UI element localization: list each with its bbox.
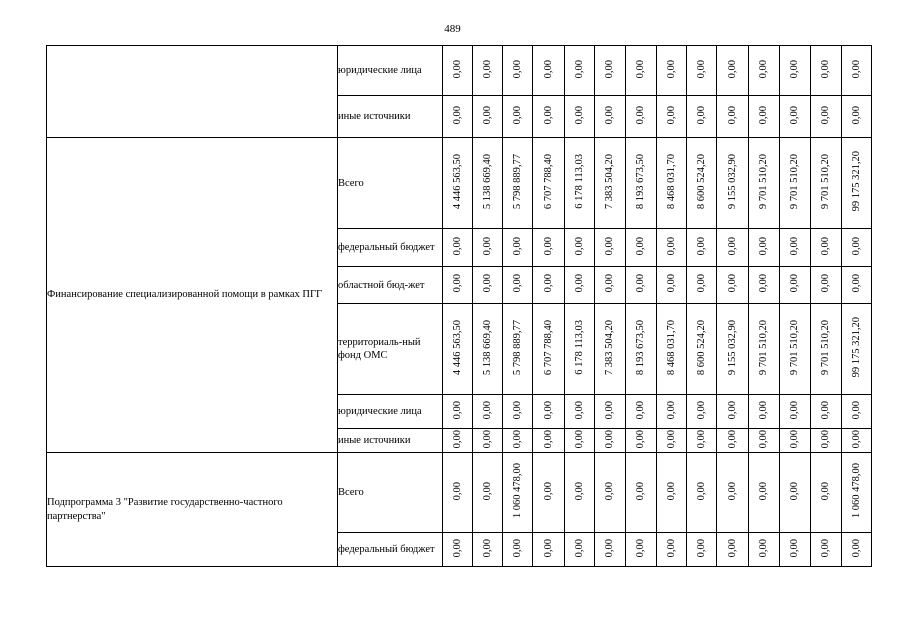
funding-source: юридические лица <box>338 46 443 96</box>
value-text: 0,00 <box>604 429 615 449</box>
value-text: 0,00 <box>573 105 585 125</box>
value-cell <box>503 96 533 138</box>
value-text: 9 701 510,20 <box>820 319 831 376</box>
value-cell <box>842 138 872 229</box>
value-text: 0,00 <box>850 400 862 420</box>
funding-source: юридические лица <box>338 395 443 429</box>
funding-source: Всего <box>338 453 443 533</box>
value-text: 0,00 <box>511 538 523 558</box>
value-cell <box>657 96 687 138</box>
value-text: 0,00 <box>695 105 707 125</box>
value-text: 0,00 <box>451 274 463 293</box>
value-cell <box>717 304 749 395</box>
value-cell <box>749 46 780 96</box>
value-cell <box>842 96 872 138</box>
value-text: 0,00 <box>665 481 677 501</box>
value-text: 0,00 <box>481 105 493 125</box>
value-cell <box>749 395 780 429</box>
value-text: 0,00 <box>665 236 677 256</box>
value-text: 0,00 <box>850 105 862 125</box>
value-text: 0,00 <box>542 400 554 420</box>
value-text: 0,00 <box>758 59 769 79</box>
value-text: 9 701 510,20 <box>758 319 769 376</box>
value-text: 0,00 <box>542 274 554 293</box>
value-cell <box>717 46 749 96</box>
value-cell <box>749 304 780 395</box>
value-text: 0,00 <box>820 59 831 79</box>
value-cell <box>533 267 565 304</box>
value-text: 0,00 <box>789 481 800 501</box>
value-text: 0,00 <box>726 59 738 79</box>
value-cell <box>657 429 687 453</box>
value-cell <box>811 533 842 567</box>
value-cell <box>657 304 687 395</box>
value-text: 6 707 788,40 <box>542 153 554 210</box>
value-text: 0,00 <box>481 400 493 420</box>
value-cell <box>842 46 872 96</box>
value-cell <box>626 138 657 229</box>
value-text: 0,00 <box>542 59 554 79</box>
value-text: 0,00 <box>820 105 831 125</box>
value-text: 0,00 <box>451 429 463 449</box>
value-text: 0,00 <box>850 538 862 558</box>
value-cell <box>811 96 842 138</box>
value-cell <box>811 395 842 429</box>
value-cell <box>533 46 565 96</box>
value-text: 0,00 <box>789 274 800 293</box>
value-text: 5 798 889,77 <box>511 153 523 210</box>
value-cell <box>717 453 749 533</box>
value-text: 0,00 <box>665 274 677 293</box>
value-text: 0,00 <box>726 429 738 449</box>
value-cell <box>780 138 811 229</box>
value-text: 0,00 <box>789 429 800 449</box>
value-text: 8 193 673,50 <box>635 319 646 376</box>
value-cell <box>842 453 872 533</box>
value-cell <box>595 304 626 395</box>
value-cell <box>626 46 657 96</box>
value-cell <box>626 229 657 267</box>
value-cell <box>626 533 657 567</box>
funding-source: иные источники <box>338 96 443 138</box>
value-cell <box>565 453 595 533</box>
table-row <box>47 46 872 96</box>
value-cell <box>595 229 626 267</box>
value-cell <box>626 453 657 533</box>
value-text: 0,00 <box>789 400 800 420</box>
value-cell <box>717 533 749 567</box>
value-text: 0,00 <box>604 105 615 125</box>
value-text: 4 446 563,50 <box>451 153 463 210</box>
value-text: 1 060 478,00 <box>850 463 862 519</box>
value-cell <box>811 267 842 304</box>
funding-source: федеральный бюджет <box>338 533 443 567</box>
value-text: 0,00 <box>665 429 677 449</box>
value-text: 0,00 <box>542 538 554 558</box>
value-cell <box>811 429 842 453</box>
value-text: 0,00 <box>820 429 831 449</box>
value-cell <box>749 429 780 453</box>
value-cell <box>595 453 626 533</box>
value-text: 0,00 <box>635 59 646 79</box>
value-cell <box>749 138 780 229</box>
value-text: 0,00 <box>726 538 738 558</box>
value-cell <box>565 229 595 267</box>
value-cell <box>749 267 780 304</box>
value-cell <box>533 229 565 267</box>
value-text: 0,00 <box>604 274 615 293</box>
value-cell <box>533 304 565 395</box>
value-text: 0,00 <box>511 236 523 256</box>
value-cell <box>780 533 811 567</box>
value-text: 9 155 032,90 <box>726 153 738 210</box>
value-cell <box>595 429 626 453</box>
value-text: 0,00 <box>850 236 862 256</box>
value-text: 0,00 <box>635 481 646 501</box>
value-cell <box>780 453 811 533</box>
value-cell <box>687 533 717 567</box>
value-text: 0,00 <box>635 105 646 125</box>
value-cell <box>657 533 687 567</box>
value-cell <box>626 267 657 304</box>
value-text: 0,00 <box>695 59 707 79</box>
value-text: 0,00 <box>758 538 769 558</box>
value-text: 4 446 563,50 <box>451 319 463 376</box>
value-cell <box>657 453 687 533</box>
value-text: 0,00 <box>726 236 738 256</box>
value-text: 0,00 <box>758 236 769 256</box>
value-cell <box>687 138 717 229</box>
value-text: 0,00 <box>820 481 831 501</box>
value-cell <box>780 395 811 429</box>
value-text: 0,00 <box>635 274 646 293</box>
funding-source: федеральный бюджет <box>338 229 443 267</box>
value-cell <box>473 138 503 229</box>
value-cell <box>503 453 533 533</box>
value-cell <box>842 395 872 429</box>
value-text: 0,00 <box>758 481 769 501</box>
value-cell <box>687 395 717 429</box>
value-cell <box>443 46 473 96</box>
funding-source: иные источники <box>338 429 443 453</box>
value-text: 0,00 <box>451 400 463 420</box>
value-cell <box>473 229 503 267</box>
value-text: 1 060 478,00 <box>511 463 523 519</box>
value-text: 0,00 <box>604 59 615 79</box>
value-cell <box>811 229 842 267</box>
value-cell <box>533 395 565 429</box>
value-text: 9 701 510,20 <box>820 153 831 210</box>
value-cell <box>565 138 595 229</box>
value-text: 8 600 524,20 <box>695 153 707 210</box>
value-cell <box>443 453 473 533</box>
program-name: Подпрограмма 3 "Развитие государственно-частного партнерства" <box>47 453 338 567</box>
value-text: 8 468 031,70 <box>665 319 677 376</box>
value-text: 0,00 <box>665 59 677 79</box>
value-cell <box>749 96 780 138</box>
value-text: 9 701 510,20 <box>758 153 769 210</box>
value-text: 0,00 <box>665 400 677 420</box>
value-text: 0,00 <box>789 105 800 125</box>
value-text: 0,00 <box>604 236 615 256</box>
value-text: 0,00 <box>695 429 707 449</box>
value-cell <box>687 267 717 304</box>
value-cell <box>811 138 842 229</box>
value-cell <box>811 453 842 533</box>
value-text: 0,00 <box>481 236 493 256</box>
value-cell <box>565 96 595 138</box>
value-cell <box>473 96 503 138</box>
value-text: 0,00 <box>481 274 493 293</box>
value-text: 0,00 <box>451 59 463 79</box>
value-cell <box>595 533 626 567</box>
value-cell <box>780 46 811 96</box>
value-text: 99 175 321,20 <box>850 151 862 212</box>
value-cell <box>595 395 626 429</box>
value-cell <box>503 304 533 395</box>
value-text: 0,00 <box>695 236 707 256</box>
value-cell <box>443 429 473 453</box>
value-cell <box>717 429 749 453</box>
value-cell <box>717 267 749 304</box>
value-cell <box>811 46 842 96</box>
value-cell <box>657 46 687 96</box>
value-cell <box>842 429 872 453</box>
value-text: 0,00 <box>481 481 493 501</box>
value-cell <box>595 138 626 229</box>
value-cell <box>626 304 657 395</box>
value-cell <box>749 453 780 533</box>
value-text: 0,00 <box>573 274 585 293</box>
value-text: 0,00 <box>758 105 769 125</box>
value-text: 7 383 504,20 <box>604 153 615 210</box>
value-cell <box>780 229 811 267</box>
value-text: 0,00 <box>542 429 554 449</box>
value-cell <box>595 46 626 96</box>
value-cell <box>842 533 872 567</box>
value-text: 99 175 321,20 <box>850 317 862 378</box>
value-cell <box>443 304 473 395</box>
value-text: 0,00 <box>850 59 862 79</box>
value-cell <box>473 533 503 567</box>
value-text: 0,00 <box>573 429 585 449</box>
value-cell <box>473 429 503 453</box>
value-cell <box>443 96 473 138</box>
table-row <box>47 453 872 533</box>
value-cell <box>473 395 503 429</box>
value-text: 7 383 504,20 <box>604 319 615 376</box>
value-text: 0,00 <box>635 429 646 449</box>
value-cell <box>842 229 872 267</box>
value-cell <box>626 395 657 429</box>
value-text: 0,00 <box>635 236 646 256</box>
value-cell <box>565 46 595 96</box>
value-cell <box>503 46 533 96</box>
value-cell <box>595 267 626 304</box>
value-text: 0,00 <box>481 429 493 449</box>
value-cell <box>503 267 533 304</box>
value-cell <box>443 267 473 304</box>
value-cell <box>443 395 473 429</box>
value-text: 0,00 <box>604 538 615 558</box>
value-text: 0,00 <box>726 481 738 501</box>
value-cell <box>749 229 780 267</box>
value-cell <box>533 96 565 138</box>
funding-source: областной бюд-жет <box>338 267 443 304</box>
value-text: 0,00 <box>726 105 738 125</box>
value-text: 0,00 <box>665 538 677 558</box>
value-text: 0,00 <box>573 400 585 420</box>
program-name <box>47 46 338 138</box>
value-cell <box>780 429 811 453</box>
value-cell <box>687 229 717 267</box>
value-text: 0,00 <box>451 481 463 501</box>
funding-source: Всего <box>338 138 443 229</box>
value-text: 9 701 510,20 <box>789 319 800 376</box>
value-cell <box>473 453 503 533</box>
value-text: 6 178 113,03 <box>573 320 585 375</box>
value-text: 0,00 <box>695 481 707 501</box>
value-text: 0,00 <box>758 400 769 420</box>
value-text: 0,00 <box>850 429 862 449</box>
value-text: 0,00 <box>635 400 646 420</box>
value-cell <box>533 429 565 453</box>
value-text: 0,00 <box>820 236 831 256</box>
value-cell <box>533 138 565 229</box>
value-text: 6 707 788,40 <box>542 319 554 376</box>
value-cell <box>503 229 533 267</box>
value-cell <box>780 267 811 304</box>
budget-table <box>46 45 872 567</box>
value-text: 0,00 <box>511 274 523 293</box>
value-text: 0,00 <box>758 274 769 293</box>
value-text: 0,00 <box>481 59 493 79</box>
value-text: 0,00 <box>604 481 615 501</box>
value-cell <box>687 46 717 96</box>
value-text: 0,00 <box>511 429 523 449</box>
value-text: 0,00 <box>726 400 738 420</box>
value-text: 0,00 <box>695 274 707 293</box>
value-text: 0,00 <box>573 59 585 79</box>
value-text: 9 155 032,90 <box>726 319 738 376</box>
value-text: 0,00 <box>726 274 738 293</box>
value-cell <box>687 429 717 453</box>
value-cell <box>842 267 872 304</box>
value-text: 0,00 <box>511 400 523 420</box>
value-text: 0,00 <box>451 236 463 256</box>
value-cell <box>533 453 565 533</box>
value-text: 8 600 524,20 <box>695 319 707 376</box>
value-text: 5 138 669,40 <box>481 153 493 210</box>
value-cell <box>565 533 595 567</box>
value-cell <box>657 395 687 429</box>
value-cell <box>565 395 595 429</box>
value-text: 0,00 <box>850 274 862 293</box>
value-cell <box>626 96 657 138</box>
value-cell <box>473 267 503 304</box>
value-text: 9 701 510,20 <box>789 153 800 210</box>
value-cell <box>443 533 473 567</box>
value-cell <box>749 533 780 567</box>
value-text: 0,00 <box>542 236 554 256</box>
value-cell <box>780 96 811 138</box>
page-number: 489 <box>444 23 461 35</box>
value-cell <box>595 96 626 138</box>
value-cell <box>565 429 595 453</box>
value-cell <box>443 138 473 229</box>
value-text: 0,00 <box>481 538 493 558</box>
value-cell <box>626 429 657 453</box>
value-text: 0,00 <box>573 538 585 558</box>
value-text: 0,00 <box>820 274 831 293</box>
value-text: 0,00 <box>604 400 615 420</box>
value-cell <box>565 267 595 304</box>
value-cell <box>717 138 749 229</box>
value-cell <box>657 267 687 304</box>
table-row <box>47 138 872 229</box>
value-cell <box>565 304 595 395</box>
value-text: 0,00 <box>665 105 677 125</box>
value-text: 8 193 673,50 <box>635 153 646 210</box>
value-cell <box>503 533 533 567</box>
value-cell <box>780 304 811 395</box>
value-text: 6 178 113,03 <box>573 154 585 209</box>
value-text: 0,00 <box>695 400 707 420</box>
value-cell <box>717 96 749 138</box>
value-text: 0,00 <box>451 538 463 558</box>
value-cell <box>687 453 717 533</box>
value-cell <box>687 304 717 395</box>
value-text: 0,00 <box>789 538 800 558</box>
value-cell <box>503 138 533 229</box>
value-text: 5 138 669,40 <box>481 319 493 376</box>
value-text: 0,00 <box>758 429 769 449</box>
value-cell <box>657 229 687 267</box>
value-cell <box>503 429 533 453</box>
value-text: 5 798 889,77 <box>511 319 523 376</box>
value-cell <box>811 304 842 395</box>
value-cell <box>533 533 565 567</box>
value-text: 0,00 <box>573 236 585 256</box>
value-cell <box>473 304 503 395</box>
value-text: 0,00 <box>635 538 646 558</box>
value-text: 0,00 <box>789 236 800 256</box>
funding-source: территориаль-ный фонд ОМС <box>338 304 443 395</box>
value-cell <box>687 96 717 138</box>
value-text: 8 468 031,70 <box>665 153 677 210</box>
value-cell <box>657 138 687 229</box>
value-text: 0,00 <box>451 105 463 125</box>
value-text: 0,00 <box>820 538 831 558</box>
value-cell <box>443 229 473 267</box>
value-cell <box>503 395 533 429</box>
value-text: 0,00 <box>542 481 554 501</box>
value-text: 0,00 <box>542 105 554 125</box>
value-text: 0,00 <box>820 400 831 420</box>
value-cell <box>717 229 749 267</box>
value-cell <box>842 304 872 395</box>
value-text: 0,00 <box>511 59 523 79</box>
value-text: 0,00 <box>695 538 707 558</box>
value-cell <box>473 46 503 96</box>
value-text: 0,00 <box>511 105 523 125</box>
program-name: Финансирование специализированной помощи в рамках ПГГ <box>47 138 338 453</box>
value-cell <box>717 395 749 429</box>
value-text: 0,00 <box>573 481 585 501</box>
value-text: 0,00 <box>789 59 800 79</box>
